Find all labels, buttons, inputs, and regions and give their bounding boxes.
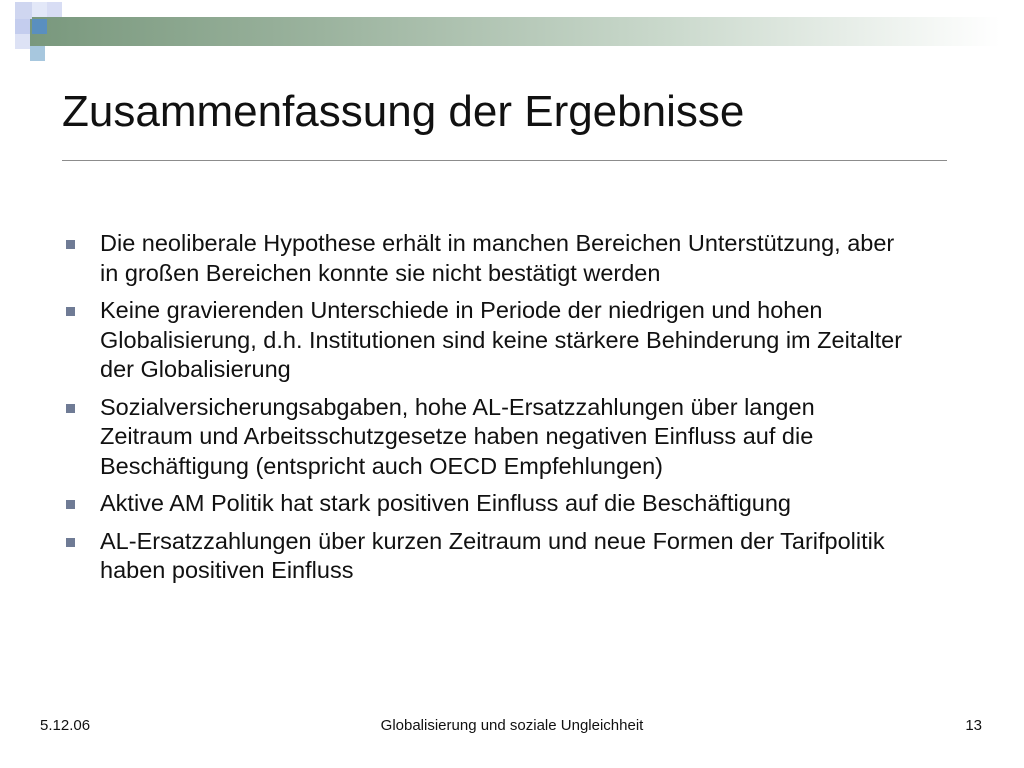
slide-title: Zusammenfassung der Ergebnisse: [62, 87, 745, 136]
bullet-item: [62, 527, 912, 586]
footer-title: Globalisierung und soziale Ungleichheit: [380, 717, 644, 734]
decorative-square: [15, 19, 30, 34]
page-number: 13: [965, 717, 982, 734]
square-bullet-icon: [66, 500, 75, 509]
square-bullet-icon: [66, 307, 75, 316]
title-divider: [62, 160, 947, 161]
bullet-list: [62, 229, 912, 594]
decorative-square: [15, 34, 30, 49]
square-bullet-icon: [66, 240, 75, 249]
footer-date: 5.12.06: [40, 717, 91, 734]
bullet-text: Die neoliberale Hypothese erhält in manchen Bereichen Unterstützung, aber in großen Bereichen konnte sie nicht bestätigt werden: [100, 230, 895, 286]
bullet-text: AL-Ersatzzahlungen über kurzen Zeitraum und neue Formen der Tarifpolitik haben positiven Einfluss: [100, 527, 885, 583]
bullet-item: [62, 393, 912, 482]
decorative-square: [30, 46, 45, 61]
bullet-text: Aktive AM Politik hat stark positiven Einfluss auf die Beschäftigung: [100, 490, 791, 516]
decorative-square: [32, 19, 47, 34]
bullet-text: Keine gravierenden Unterschiede in Periode der niedrigen und hohen Globalisierung, d.h. Institutionen sind keine stärkere Behinderung im Zeitalter der Globalisierung: [100, 297, 903, 382]
bullet-text: Sozialversicherungsabgaben, hohe AL-Ersatzzahlungen über langen Zeitraum und Arbeitsschutzgesetze haben negativen Einfluss auf die Beschäftigung (entspricht auch OECD Empfehlungen): [100, 393, 815, 479]
square-bullet-icon: [66, 538, 75, 547]
decorative-square: [47, 2, 62, 17]
bullet-item: [62, 229, 912, 288]
decorative-square: [15, 2, 32, 19]
bullet-item: [62, 296, 912, 385]
header-gradient-bar: [30, 17, 1000, 46]
decorative-square: [32, 2, 47, 17]
bullet-item: [62, 489, 912, 519]
square-bullet-icon: [66, 404, 75, 413]
